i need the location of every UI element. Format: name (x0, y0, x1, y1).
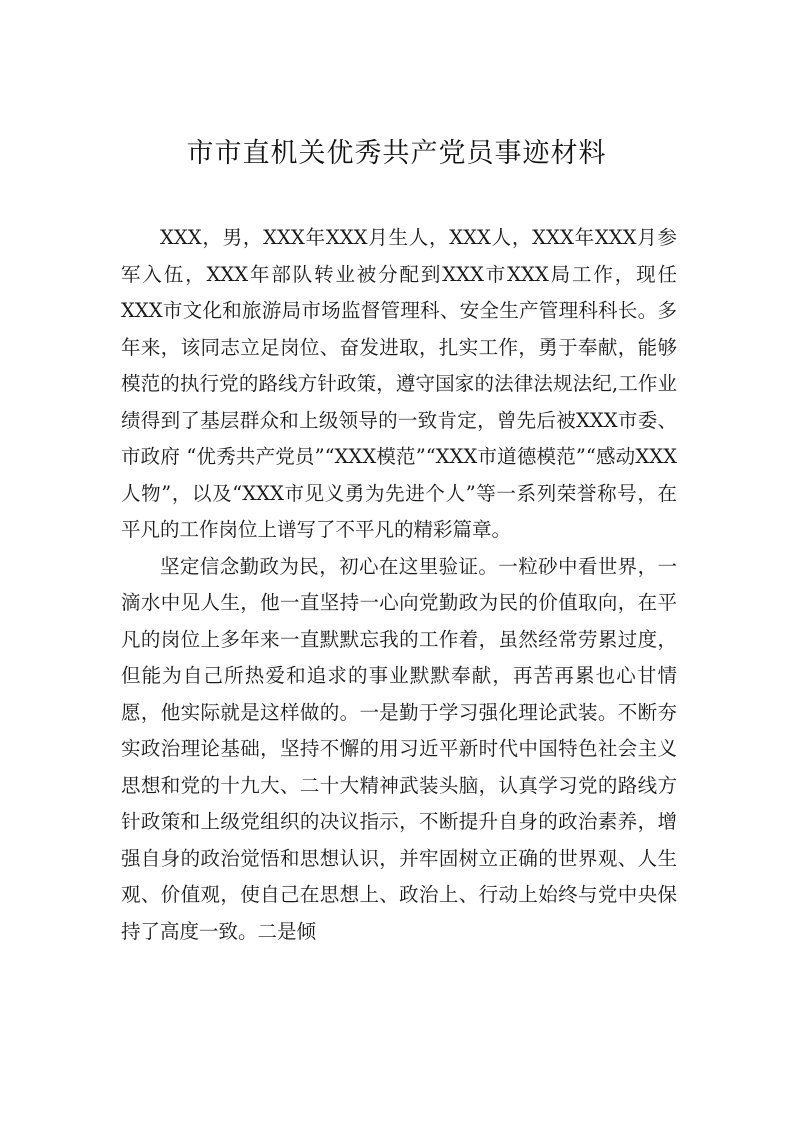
document-body (121, 220, 677, 950)
document-title: 市市直机关优秀共产党员事迹材料 (186, 138, 607, 169)
paragraph-1: XXX，男，XXX年XXX月生人，XXX人，XXX年XXX月参军入伍，XXX年部队转业被分配到XXX市XXX局工作，现任XXX市文化和旅游局市场监督管理科、安全生产管理科科长。多年来，该同志立足岗位、奋发进取，扎实工作，勇于奉献，能够模范的执行党的路线方针政策，遵守国家的法律法规法纪,工作业绩得到了基层群众和上级领导的一致肯定，曾先后被XXX市委、市政府 “优秀共产党员”“XXX模范”“XXX市道德模范”“感动XXX人物”，以及“XXX市见义勇为先进个人”等一系列荣誉称号，在平凡的工作岗位上谱写了不平凡的精彩篇章。 (121, 226, 677, 541)
paragraph-2: 坚定信念勤政为民，初心在这里验证。一粒砂中看世界，一滴水中见人生，他一直坚持一心向党勤政为民的价值取向，在平凡的岗位上多年来一直默默忘我的工作着，虽然经常劳累过度，但能为自己所热爱和追求的事业默默奉献，再苦再累也心甘情愿，他实际就是这样做的。一是勤于学习强化理论武装。不断夯实政治理论基础，坚持不懈的用习近平新时代中国特色社会主义思想和党的十九大、二十大精神武装头脑，认真学习党的路线方针政策和上级党组织的决议指示，不断提升自身的政治素养，增强自身的政治觉悟和思想认识，并牢固树立正确的世界观、人生观、价值观，使自己在思想上、政治上、行动上始终与党中央保持了高度一致。二是倾 (121, 554, 677, 943)
